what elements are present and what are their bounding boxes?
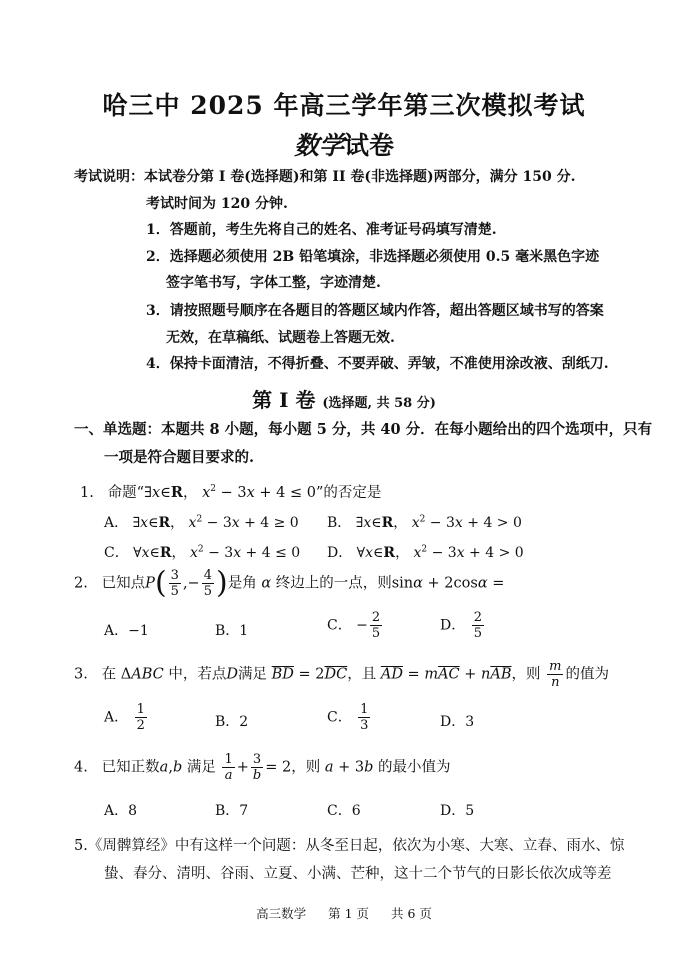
exam-title: 哈三中 2025 年高三学年第三次模拟考试 xyxy=(102,91,586,120)
instruction-item: 3．请按照题号顺序在各题目的答题区域内作答，超出答题区域书写的答案 xyxy=(146,303,604,319)
q1-option-d[interactable]: D． ∀x∈R， $x^2 - 3x + 4 > 0$ xyxy=(327,544,524,561)
q2-option-a[interactable]: A．−1 xyxy=(104,623,149,639)
footer-page: 第 1 页 xyxy=(328,906,369,921)
footer-subject: 高三数学 xyxy=(256,906,307,921)
question-3: 3. 在 ΔABC 中，若点D满足 $\overline{BD} = 2\overline{DC}$，且 $\overline{AD} = m\overline{AC} + n\overline{AB}$，则 $\frac{m}{n}$ 的值为 xyxy=(74,659,609,690)
paper-subtitle xyxy=(0,126,688,162)
q1-number: 1. xyxy=(80,485,94,501)
question-4: 4. 已知正数a,b 满足 $\frac{1}{a}$ + $\frac{3}{b}$ = 2，则 a + 3b 的最小值为 xyxy=(74,752,451,783)
section-name: 第 I 卷 xyxy=(252,388,316,412)
q4-option-d[interactable]: D．5 xyxy=(440,803,475,819)
q3-number: 3. xyxy=(74,666,88,683)
q3-option-d[interactable]: D．3 xyxy=(440,714,475,730)
q2-option-d[interactable]: D． $\frac{2}{5}$ xyxy=(440,610,482,641)
section-title xyxy=(0,384,688,413)
q4-option-b[interactable]: B．7 xyxy=(215,803,249,819)
section-heading: 一、单选题：本题共 8 小题，每小题 5 分，共 40 分．在每小题给出的四个选项中，只有 xyxy=(74,421,653,438)
q2-number: 2. xyxy=(74,575,88,592)
page-footer xyxy=(0,904,688,922)
q1-option-c[interactable]: C． ∀x∈R， $x^2 - 3x + 4 \le 0$ xyxy=(104,544,301,561)
q4-option-c[interactable]: C．6 xyxy=(327,803,361,819)
paper-label: 试卷 xyxy=(344,131,395,160)
q3-option-c[interactable]: C． $\frac{1}{3}$ xyxy=(327,702,369,733)
q1-option-b[interactable]: B． ∃x∈R， $x^2 - 3x + 4 > 0$ xyxy=(327,514,522,531)
footer-total: 共 6 页 xyxy=(390,906,432,921)
instructions-time: 考试时间为 120 分钟. xyxy=(146,196,288,212)
q2-option-b[interactable]: B．1 xyxy=(215,623,249,639)
q4-number: 4. xyxy=(74,759,88,776)
section-note: (选择题, 共 58 分) xyxy=(322,396,436,411)
instruction-item: 签字笔书写，字体工整，字迹清楚. xyxy=(166,275,381,291)
q3-option-a[interactable]: A． $\frac{1}{2}$ xyxy=(104,702,145,733)
instruction-item: 4．保持卡面清洁，不得折叠、不要弄破、弄皱，不准使用涂改液、刮纸刀. xyxy=(146,356,609,372)
q3-option-b[interactable]: B．2 xyxy=(215,714,249,730)
instruction-item: 1．答题前，考生先将自己的姓名、准考证号码填写清楚. xyxy=(146,222,497,238)
question-1: 1. 命题“∃x∈R， $x^2 - 3x + 4 \le 0$”的否定是 xyxy=(80,484,382,501)
question-2: 2. 已知点P( $\frac{3}{5}$ ,− $\frac{4}{5}$ )是角 α 终边上的一点，则sinα + 2cosα = xyxy=(74,565,505,601)
subject-name: 数学 xyxy=(293,131,344,160)
q4-option-a[interactable]: A．8 xyxy=(104,803,138,819)
question-5: 5.《周髀算经》中有这样一个问题：从冬至日起，依次为小寒、大寒、立春、雨水、惊 xyxy=(74,838,625,854)
q2-option-c[interactable]: C． − $\frac{2}{5}$ xyxy=(327,610,381,641)
q1-option-a[interactable]: A． ∃x∈R， $x^2 - 3x + 4 \ge 0$ xyxy=(104,514,299,531)
instruction-item: 2．选择题必须使用 2B 铅笔填涂，非选择题必须使用 0.5 毫米黑色字迹 xyxy=(146,249,600,265)
instruction-item: 无效，在草稿纸、试题卷上答题无效. xyxy=(166,330,395,346)
instructions-lead: 考试说明：本试卷分第 I 卷(选择题)和第 II 卷(非选择题)两部分，满分 150 分. xyxy=(74,169,576,185)
question-5-cont: 蛰、春分、清明、谷雨、立夏、小满、芒种，这十二个节气的日影长依次成等差 xyxy=(104,866,612,882)
section-heading-cont: 一项是符合题目要求的. xyxy=(104,449,255,466)
